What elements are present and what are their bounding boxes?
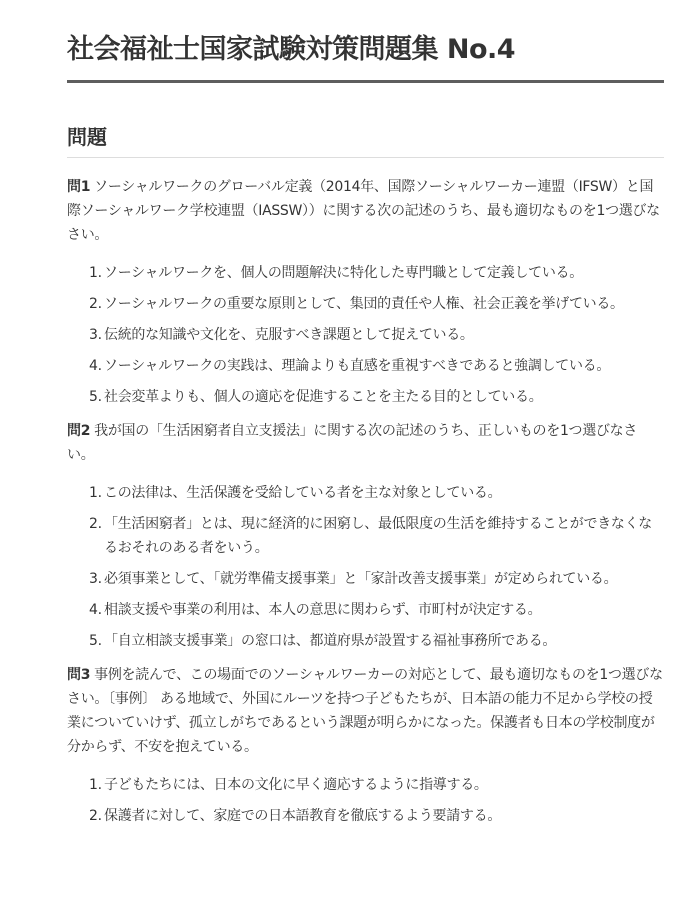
option-item: [89, 629, 664, 653]
option-text: ソーシャルワークの実践は、理論よりも直感を重視すべきであると強調している。: [104, 358, 611, 374]
page-title: 社会福祉士国家試験対策問題集 No.4: [67, 34, 516, 65]
option-number: 4.: [89, 602, 102, 618]
option-number: 2.: [89, 296, 102, 312]
option-number: 1.: [89, 265, 102, 281]
question-text: 我が国の「生活困窮者自立支援法」に関する次の記述のうち、正しいものを1つ選びなさい。: [67, 423, 638, 463]
option-text: 「生活困窮者」とは、現に経済的に困窮し、最低限度の生活を維持することができなくなるおそれのある者をいう。: [104, 516, 652, 556]
question-1-options: [67, 261, 664, 409]
section-heading: 問題: [67, 125, 107, 149]
option-text: 伝統的な知識や文化を、克服すべき課題として捉えている。: [104, 327, 474, 343]
option-item: [89, 512, 664, 560]
question-text: ソーシャルワークのグローバル定義（2014年、国際ソーシャルワーカー連盟（IFSW）と国際ソーシャルワーク学校連盟（IASSW））に関する次の記述のうち、最も適切なものを1つ選びなさい。: [67, 179, 660, 243]
option-number: 3.: [89, 571, 102, 587]
option-item: [89, 804, 664, 828]
option-number: 2.: [89, 808, 102, 824]
option-text: 「自立相談支援事業」の窓口は、都道府県が設置する福祉事務所である。: [104, 633, 557, 649]
question-3: [67, 663, 664, 759]
option-number: 1.: [89, 777, 102, 793]
question-2-options: [67, 481, 664, 653]
question-label: 問3: [67, 667, 91, 683]
option-item: [89, 567, 664, 591]
option-text: ソーシャルワークの重要な原則として、集団的責任や人権、社会正義を挙げている。: [104, 296, 624, 312]
option-item: [89, 385, 664, 409]
option-number: 3.: [89, 327, 102, 343]
section-divider: [67, 157, 664, 158]
question-label: 問1: [67, 179, 91, 195]
option-text: ソーシャルワークを、個人の問題解決に特化した専門職として定義している。: [104, 265, 583, 281]
option-number: 2.: [89, 516, 102, 532]
option-text: 子どもたちには、日本の文化に早く適応するように指導する。: [104, 777, 488, 793]
option-item: [89, 323, 664, 347]
option-number: 5.: [89, 389, 102, 405]
option-text: 必須事業として、「就労準備支援事業」と「家計改善支援事業」が定められている。: [104, 571, 618, 587]
question-1: [67, 175, 664, 247]
option-number: 4.: [89, 358, 102, 374]
option-text: 保護者に対して、家庭での日本語教育を徹底するよう要請する。: [104, 808, 502, 824]
option-text: 相談支援や事業の利用は、本人の意思に関わらず、市町村が決定する。: [104, 602, 542, 618]
question-label: 問2: [67, 423, 91, 439]
option-item: [89, 354, 664, 378]
option-item: [89, 292, 664, 316]
option-item: [89, 598, 664, 622]
option-item: [89, 773, 664, 797]
question-text: 事例を読んで、この場面でのソーシャルワーカーの対応として、最も適切なものを1つ選びなさい。〔事例〕 ある地域で、外国にルーツを持つ子どもたちが、日本語の能力不足から学校の授業についていけず、孤立しがちであるという課題が明らかになった。保護者も日本の学校制度が分からず、不安を抱えている。: [67, 667, 663, 755]
option-item: [89, 481, 664, 505]
question-2: [67, 419, 664, 467]
option-text: 社会変革よりも、個人の適応を促進することを主たる目的としている。: [104, 389, 543, 405]
question-3-options: [67, 773, 664, 828]
option-number: 1.: [89, 485, 102, 501]
option-item: [89, 261, 664, 285]
option-text: この法律は、生活保護を受給している者を主な対象としている。: [104, 485, 502, 501]
option-number: 5.: [89, 633, 102, 649]
